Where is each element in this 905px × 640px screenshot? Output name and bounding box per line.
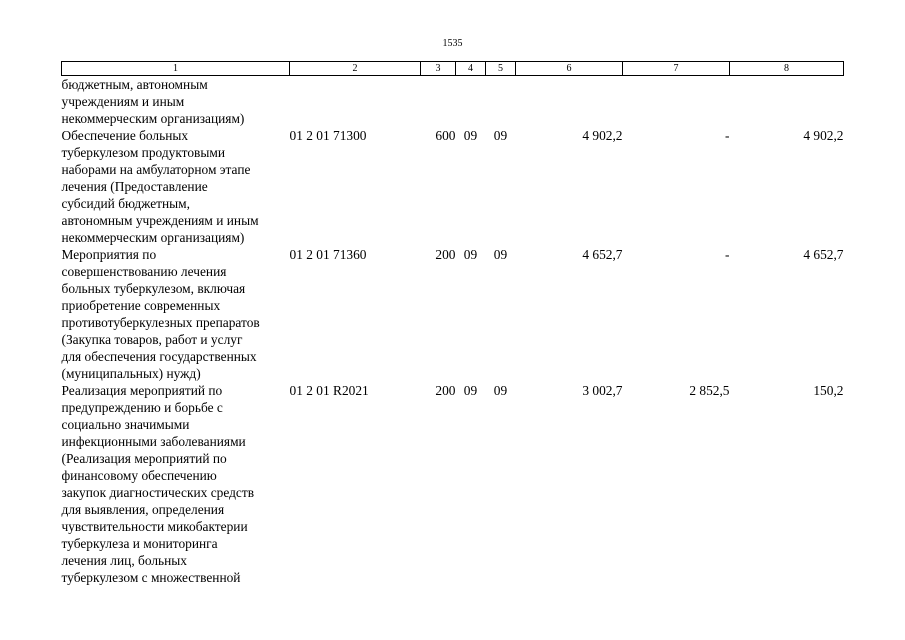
row-regional: 150,2 — [813, 383, 844, 398]
row-code: 01 2 01 R2021 — [289, 383, 369, 398]
row-section: 09 — [463, 383, 478, 398]
table-row — [62, 382, 844, 586]
row-name-line: противотуберкулезных препаратов — [61, 315, 260, 330]
row-section: 09 — [463, 247, 478, 262]
header-col-2: 2 — [290, 62, 421, 76]
row-name-line: лечения (Предоставление — [61, 179, 208, 194]
row-name-line: финансовому обеспечению — [61, 468, 217, 483]
row-federal — [623, 76, 730, 128]
row-expense-type: 600 — [435, 128, 456, 143]
budget-table — [61, 61, 844, 586]
table-row — [62, 76, 844, 128]
row-name-line: Мероприятия по — [61, 247, 157, 262]
row-name-line: для выявления, определения — [61, 502, 225, 517]
row-name-line: Обеспечение больных — [61, 128, 189, 143]
row-subsection: 09 — [493, 383, 508, 398]
row-name-line: приобретение современных — [61, 298, 221, 313]
header-col-4: 4 — [456, 62, 486, 76]
row-total: 4 652,7 — [582, 247, 623, 262]
row-name-line: закупок диагностических средств — [61, 485, 255, 500]
row-regional: 4 902,2 — [803, 128, 844, 143]
table-row — [62, 127, 844, 246]
row-code — [290, 76, 421, 128]
row-code: 01 2 01 71360 — [289, 247, 367, 262]
header-col-7: 7 — [623, 62, 730, 76]
row-total: 3 002,7 — [582, 383, 623, 398]
row-name-line: туберкулезом продуктовыми — [61, 145, 225, 160]
row-name-line: Реализация мероприятий по — [61, 383, 223, 398]
row-section — [456, 76, 486, 128]
row-regional: 4 652,7 — [803, 247, 844, 262]
header-col-6: 6 — [516, 62, 623, 76]
row-expense-type: 200 — [435, 383, 456, 398]
header-col-3: 3 — [421, 62, 456, 76]
table-row — [62, 246, 844, 382]
row-name-line: некоммерческим организациям) — [61, 230, 245, 245]
row-name-line: (муниципальных) нужд) — [61, 366, 201, 381]
row-name-line: субсидий бюджетным, — [61, 196, 191, 211]
row-name — [62, 246, 290, 382]
row-name — [62, 382, 290, 586]
row-name-line: автономным учреждениям и иным — [61, 213, 259, 228]
row-regional — [730, 76, 844, 128]
row-name-line: совершенствованию лечения — [61, 264, 227, 279]
row-name-line: лечения лиц, больных — [61, 553, 187, 568]
row-name-line: предупреждению и борьбе с — [61, 400, 223, 415]
row-federal: 2 852,5 — [689, 383, 730, 398]
header-col-8: 8 — [730, 62, 844, 76]
row-total — [516, 76, 623, 128]
page-number: 1535 — [442, 38, 463, 49]
row-federal: - — [725, 128, 730, 143]
header-col-5: 5 — [486, 62, 516, 76]
row-subsection: 09 — [493, 128, 508, 143]
header-col-1: 1 — [62, 62, 290, 76]
row-name — [62, 127, 290, 246]
row-total: 4 902,2 — [582, 128, 623, 143]
row-subsection — [486, 76, 516, 128]
row-name-line: чувствительности микобактерии — [61, 519, 248, 534]
row-code: 01 2 01 71300 — [289, 128, 367, 143]
row-section: 09 — [463, 128, 478, 143]
row-name-line: для обеспечения государственных — [61, 349, 257, 364]
row-name-line: туберкулеза и мониторинга — [61, 536, 218, 551]
row-name-line: инфекционными заболеваниями — [61, 434, 246, 449]
row-name-line: (Закупка товаров, работ и услуг — [61, 332, 243, 347]
header-row — [62, 62, 844, 76]
row-subsection: 09 — [493, 247, 508, 262]
row-name-line: туберкулезом с множественной — [61, 570, 241, 585]
row-name-line: социально значимыми — [61, 417, 190, 432]
row-expense-type: 200 — [435, 247, 456, 262]
row-name-line: (Реализация мероприятий по — [61, 451, 227, 466]
row-name-line: некоммерческим организациям) — [61, 111, 245, 126]
row-name-line: больных туберкулезом, включая — [61, 281, 246, 296]
row-federal: - — [725, 247, 730, 262]
table-header — [62, 62, 844, 76]
row-name — [62, 76, 290, 128]
row-name-line: учреждениям и иным — [61, 94, 185, 109]
row-name-line: наборами на амбулаторном этапе — [61, 162, 251, 177]
table-body — [62, 76, 844, 587]
row-expense-type — [421, 76, 456, 128]
row-name-line: бюджетным, автономным — [61, 77, 208, 92]
